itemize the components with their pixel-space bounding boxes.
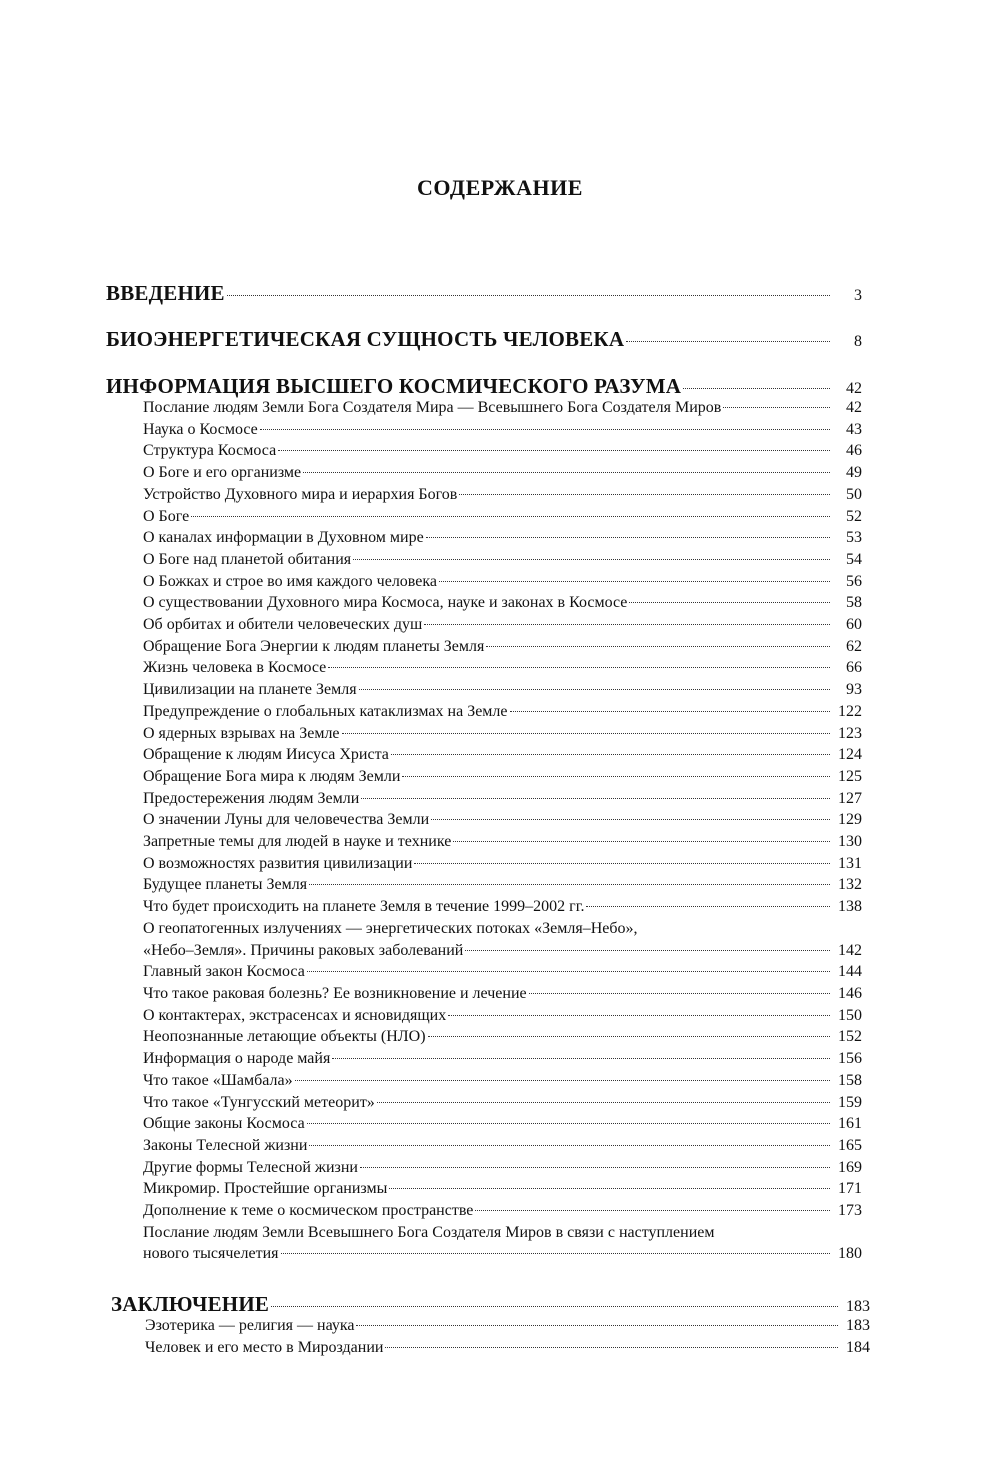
- dot-leader: [529, 993, 830, 994]
- dot-leader: [428, 1036, 830, 1037]
- toc-item-label: Наука о Космосе: [143, 420, 258, 438]
- toc-item-label: Законы Телесной жизни: [143, 1136, 308, 1154]
- toc-item[interactable]: [143, 918, 862, 961]
- toc-item-label: О возможностях развития цивилизации: [143, 854, 413, 872]
- page-number: 50: [846, 485, 862, 503]
- toc-item-label: нового тысячелетия: [143, 1245, 279, 1263]
- dot-leader: [332, 1058, 830, 1059]
- toc-item-label: Обращение к людям Иисуса Христа: [143, 746, 389, 764]
- toc-item[interactable]: [143, 440, 862, 462]
- dot-leader: [227, 295, 830, 296]
- page-number: 123: [838, 724, 862, 742]
- page-number: 165: [838, 1136, 862, 1154]
- dot-leader: [431, 819, 830, 820]
- toc-item[interactable]: [143, 1200, 862, 1222]
- dot-leader: [465, 950, 830, 951]
- dot-leader: [356, 1325, 838, 1326]
- page-number: 138: [838, 898, 862, 916]
- dot-leader: [475, 1210, 830, 1211]
- toc-items: [143, 397, 862, 1265]
- toc-item-label: Обращение Бога мира к людям Земли: [143, 767, 401, 785]
- dot-leader: [402, 776, 830, 777]
- dot-leader: [309, 884, 830, 885]
- toc-item[interactable]: [143, 506, 862, 528]
- page-number: 127: [838, 789, 862, 807]
- toc-item[interactable]: [143, 1092, 862, 1114]
- toc-item-label: Структура Космоса: [143, 442, 277, 460]
- toc-item[interactable]: [143, 1048, 862, 1070]
- page-number: 93: [846, 681, 862, 699]
- toc-item-label: О контактерах, экстрасенсах и ясновидящих: [143, 1006, 447, 1024]
- page-number: 180: [838, 1245, 862, 1263]
- toc-item[interactable]: [143, 744, 862, 766]
- page-number: 56: [846, 572, 862, 590]
- toc-item[interactable]: [143, 1026, 862, 1048]
- dot-leader: [385, 1347, 838, 1348]
- toc-item-label: Обращение Бога Энергии к людям планеты Земля: [143, 637, 485, 655]
- toc-item-label: Общие законы Космоса: [143, 1115, 305, 1133]
- toc-item[interactable]: [143, 701, 862, 723]
- toc-item-label: Информация о народе майя: [143, 1050, 331, 1068]
- dot-leader: [281, 1253, 830, 1254]
- page-number: 129: [838, 811, 862, 829]
- toc-item-label: О Боге: [143, 507, 190, 525]
- page-number: 159: [838, 1093, 862, 1111]
- page-number: 122: [838, 702, 862, 720]
- dot-leader: [278, 450, 830, 451]
- dot-leader: [295, 1080, 830, 1081]
- dot-leader: [303, 472, 830, 473]
- toc-item-label: Неопознанные летающие объекты (НЛО): [143, 1028, 426, 1046]
- toc-item-label: О существовании Духовного мира Космоса, науке и законах в Космосе: [143, 594, 628, 612]
- dot-leader: [377, 1102, 830, 1103]
- toc-item[interactable]: [143, 614, 862, 636]
- toc-item-label: О Боге над планетой обитания: [143, 550, 352, 568]
- page-number: 124: [838, 746, 862, 764]
- toc-item[interactable]: [143, 397, 862, 419]
- toc-heading-row[interactable]: [106, 327, 862, 352]
- toc-item[interactable]: [143, 766, 862, 788]
- page-number: 161: [838, 1115, 862, 1133]
- page-title: СОДЕРЖАНИЕ: [417, 175, 583, 200]
- toc-item-label: Что такое «Шамбала»: [143, 1071, 293, 1089]
- toc-item-label: О значении Луны для человечества Земли: [143, 811, 430, 829]
- dot-leader: [626, 341, 830, 342]
- page-number: 169: [838, 1158, 862, 1176]
- page-number: 66: [846, 659, 862, 677]
- toc-section: [106, 281, 862, 304]
- toc-item-label: Эзотерика — религия — наука: [145, 1317, 355, 1334]
- toc-section: [106, 374, 862, 1265]
- page-number: 125: [838, 767, 862, 785]
- dot-leader: [391, 754, 830, 755]
- toc-item[interactable]: [143, 527, 862, 549]
- toc-item[interactable]: [143, 831, 862, 853]
- toc-item-label: Запретные темы для людей в науке и технике: [143, 833, 452, 851]
- toc-item-label: Что будет происходить на планете Земля в течение 1999–2002 гг.: [143, 898, 585, 916]
- toc-section: [111, 1292, 870, 1358]
- dot-leader: [307, 1123, 830, 1124]
- toc-item-line1: О геопатогенных излучениях — энергетических потоках «Земля–Небо»,: [143, 919, 638, 937]
- toc-item-label: Будущее планеты Земля: [143, 876, 308, 894]
- toc-item-label: Главный закон Космоса: [143, 963, 305, 981]
- dot-leader: [359, 689, 830, 690]
- toc-item-label: Микромир. Простейшие организмы: [143, 1180, 388, 1198]
- toc-item[interactable]: [143, 484, 862, 506]
- toc-item[interactable]: [143, 723, 862, 745]
- toc-item[interactable]: [143, 419, 862, 441]
- toc-item[interactable]: [145, 1337, 870, 1359]
- page-number: 173: [838, 1202, 862, 1220]
- page-number: 42: [846, 399, 862, 416]
- dot-leader: [260, 429, 830, 430]
- toc-item[interactable]: [143, 983, 862, 1005]
- page-number: 183: [846, 1317, 870, 1334]
- toc-item[interactable]: [143, 874, 862, 896]
- page-number: 146: [838, 984, 862, 1002]
- page-number: 43: [846, 420, 862, 438]
- toc-heading: БИОЭНЕРГЕТИЧЕСКАЯ СУЩНОСТЬ ЧЕЛОВЕКА: [106, 327, 625, 351]
- toc-item-line2: [143, 940, 862, 962]
- toc-item[interactable]: [143, 679, 862, 701]
- page-number: 3: [854, 287, 862, 304]
- dot-leader: [328, 667, 830, 668]
- toc-item[interactable]: [143, 1070, 862, 1092]
- page-number: 52: [846, 507, 862, 525]
- page-number: 62: [846, 637, 862, 655]
- toc-item[interactable]: [143, 1222, 862, 1265]
- toc-item[interactable]: [143, 961, 862, 983]
- toc-item[interactable]: [143, 636, 862, 658]
- page-number: 60: [846, 616, 862, 634]
- page-number: 46: [846, 442, 862, 460]
- page-number: 131: [838, 854, 862, 872]
- toc-item[interactable]: [143, 657, 862, 679]
- toc-item-label: Дополнение к теме о космическом пространстве: [143, 1202, 474, 1220]
- toc-item-label: Что такое раковая болезнь? Ее возникновение и лечение: [143, 984, 527, 1002]
- page-number: 152: [838, 1028, 862, 1046]
- toc-item-label: Об орбитах и обители человеческих душ: [143, 616, 423, 634]
- page-number: 183: [846, 1298, 870, 1315]
- toc-item[interactable]: [143, 1178, 862, 1200]
- dot-leader: [424, 624, 830, 625]
- page-number: 8: [854, 333, 862, 350]
- toc-item-label: О Боге и его организме: [143, 464, 302, 482]
- toc-item[interactable]: [143, 571, 862, 593]
- page-number: 171: [838, 1180, 862, 1198]
- dot-leader: [309, 1145, 830, 1146]
- toc-item[interactable]: [143, 1113, 862, 1135]
- dot-leader: [307, 971, 830, 972]
- dot-leader: [448, 1015, 830, 1016]
- page-number: 130: [838, 833, 862, 851]
- toc-heading-row[interactable]: [106, 374, 862, 399]
- toc-item-label: Что такое «Тунгусский метеорит»: [143, 1093, 375, 1111]
- toc-item[interactable]: [143, 1005, 862, 1027]
- dot-leader: [342, 733, 830, 734]
- toc-item[interactable]: [143, 1157, 862, 1179]
- toc-item-label: «Небо–Земля». Причины раковых заболеваний: [143, 941, 464, 959]
- toc-item[interactable]: [143, 809, 862, 831]
- toc-item[interactable]: [143, 788, 862, 810]
- page-number: 53: [846, 529, 862, 547]
- dot-leader: [586, 906, 830, 907]
- toc-item-line2: [143, 1243, 862, 1265]
- dot-leader: [453, 841, 830, 842]
- dot-leader: [360, 1167, 830, 1168]
- dot-leader: [426, 537, 830, 538]
- page-number: 144: [838, 963, 862, 981]
- dot-leader: [459, 494, 830, 495]
- toc-item[interactable]: [143, 896, 862, 918]
- dot-leader: [353, 559, 830, 560]
- toc-item-label: Послание людям Земли Бога Создателя Мира — Всевышнего Бога Создателя Миров: [143, 399, 722, 416]
- page-number: 42: [846, 380, 862, 397]
- dot-leader: [629, 602, 830, 603]
- toc-item-label: О Божках и строе во имя каждого человека: [143, 572, 437, 590]
- toc-item[interactable]: [143, 462, 862, 484]
- page-number: 142: [838, 941, 862, 959]
- toc-items: [145, 1315, 870, 1358]
- dot-leader: [683, 388, 830, 389]
- toc-item[interactable]: [143, 853, 862, 875]
- toc-section: [106, 327, 862, 350]
- dot-leader: [439, 581, 830, 582]
- toc-heading: ИНФОРМАЦИЯ ВЫСШЕГО КОСМИЧЕСКОГО РАЗУМА: [106, 374, 682, 398]
- toc-heading: ЗАКЛЮЧЕНИЕ: [111, 1292, 270, 1316]
- toc-item-label: О ядерных взрывах на Земле: [143, 724, 340, 742]
- toc-item-label: Человек и его место в Мироздании: [145, 1338, 384, 1356]
- toc-item-label: Цивилизации на планете Земля: [143, 681, 357, 699]
- page-number: 54: [846, 550, 862, 568]
- toc-item-label: Предостережения людям Земли: [143, 789, 360, 807]
- dot-leader: [389, 1188, 830, 1189]
- toc-item[interactable]: [143, 1135, 862, 1157]
- dot-leader: [271, 1306, 838, 1307]
- toc-heading-row[interactable]: [106, 281, 862, 306]
- toc-item-label: О каналах информации в Духовном мире: [143, 529, 424, 547]
- page-number: 132: [838, 876, 862, 894]
- page-number: 49: [846, 464, 862, 482]
- toc-item-label: Предупреждение о глобальных катаклизмах на Земле: [143, 702, 508, 720]
- dot-leader: [414, 863, 830, 864]
- dot-leader: [510, 711, 830, 712]
- dot-leader: [486, 646, 830, 647]
- page-number: 58: [846, 594, 862, 612]
- toc-heading-row[interactable]: [111, 1292, 870, 1317]
- toc-item-label: Другие формы Телесной жизни: [143, 1158, 358, 1176]
- toc-item[interactable]: [145, 1315, 870, 1337]
- toc-item-line1: Послание людям Земли Всевышнего Бога Создателя Миров в связи с наступлением: [143, 1223, 715, 1241]
- dot-leader: [361, 798, 830, 799]
- toc-item[interactable]: [143, 592, 862, 614]
- page-number: 150: [838, 1006, 862, 1024]
- dot-leader: [723, 407, 830, 408]
- page-number: 156: [838, 1050, 862, 1068]
- dot-leader: [191, 516, 830, 517]
- page-number: 184: [846, 1338, 870, 1356]
- toc-item[interactable]: [143, 549, 862, 571]
- page-number: 158: [838, 1071, 862, 1089]
- toc-item-label: Жизнь человека в Космосе: [143, 659, 327, 677]
- toc-item-label: Устройство Духовного мира и иерархия Богов: [143, 485, 458, 503]
- toc-heading: ВВЕДЕНИЕ: [106, 281, 225, 305]
